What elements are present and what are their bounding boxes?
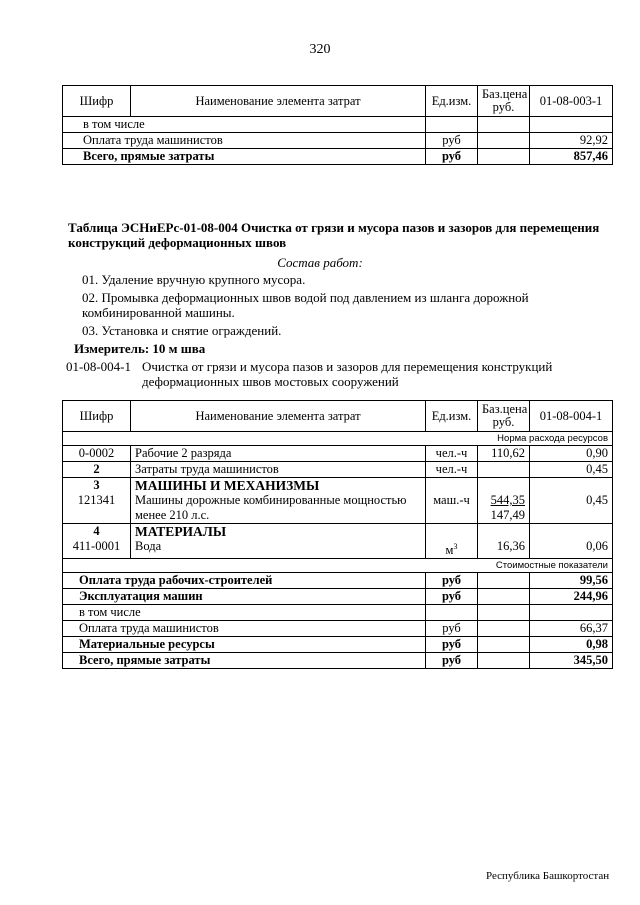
cost-value: 99,56: [530, 573, 613, 589]
cost-price: [478, 653, 530, 669]
work-step: 01. Удаление вручную крупного мусора.: [82, 272, 306, 287]
row-unit: чел.-ч: [426, 462, 478, 478]
cost-label-row: [63, 559, 613, 573]
cost-price: [478, 637, 530, 653]
row-unit: маш.-ч: [433, 493, 470, 507]
header-name: Наименование элемента затрат: [131, 86, 426, 117]
row-price: [478, 117, 530, 133]
cost-unit: руб: [426, 573, 478, 589]
row-price: 110,62: [478, 446, 530, 462]
cost-unit: [426, 605, 478, 621]
cost-price: [478, 621, 530, 637]
footer-region: Республика Башкортостан: [486, 870, 610, 882]
cost-table-2: [62, 400, 613, 669]
header-name: Наименование элемента затрат: [131, 401, 426, 432]
row-code-cell: [63, 478, 131, 524]
cost-table-1: [62, 85, 613, 165]
group-name: МАШИНЫ И МЕХАНИЗМЫ: [135, 478, 320, 493]
row-unit-cell: [426, 478, 478, 524]
row-price: [478, 133, 530, 149]
table-row: [63, 133, 613, 149]
table-row: [63, 524, 613, 559]
row-value: [530, 117, 613, 133]
cost-name: Материальные ресурсы: [63, 637, 426, 653]
cost-value: [530, 605, 613, 621]
row-code-cell: [63, 524, 131, 559]
cost-name: Всего, прямые затраты: [63, 653, 426, 669]
cost-name: Эксплуатация машин: [63, 589, 426, 605]
group-code: 3: [93, 478, 100, 492]
row-value: 92,92: [530, 133, 613, 149]
cost-value: 0,98: [530, 637, 613, 653]
header-code: Шифр: [63, 401, 131, 432]
page-number: 320: [309, 42, 331, 57]
cost-row: [63, 621, 613, 637]
row-name: Рабочие 2 разряда: [131, 446, 426, 462]
row-value: 0,45: [586, 493, 608, 507]
row-unit: руб: [426, 133, 478, 149]
header-base-price: Баз.цена руб.: [478, 401, 530, 432]
row-name-cell: [131, 524, 426, 559]
row-name: Вода: [135, 539, 162, 553]
meter-label: Измеритель: 10 м шва: [74, 341, 206, 356]
row-price: [478, 462, 530, 478]
work-step: 02. Промывка деформационных швов водой под давлением из шланга дорожной комбинированной машины.: [82, 290, 529, 320]
cost-unit: руб: [426, 621, 478, 637]
row-code: 2: [63, 462, 131, 478]
norm-label: Норма расхода ресурсов: [63, 432, 613, 446]
row-price-cell: [478, 478, 530, 524]
row-name: Оплата труда машинистов: [63, 133, 426, 149]
row-name: Всего, прямые затраты: [63, 149, 426, 165]
item-code: 01-08-004-1: [66, 359, 131, 374]
row-name: Машины дорожные комбинированные мощностью менее 210 л.с.: [135, 493, 407, 522]
row-value-cell: [530, 524, 613, 559]
cost-value: 345,50: [530, 653, 613, 669]
unit-superscript: 3: [453, 542, 458, 551]
header-item-code: 01-08-003-1: [530, 86, 613, 117]
group-code: 4: [93, 524, 100, 538]
cost-unit: руб: [426, 589, 478, 605]
row-code: 121341: [77, 493, 116, 507]
cost-label: Стоимостные показатели: [63, 559, 613, 573]
cost-row: [63, 605, 613, 621]
row-name: Затраты труда машинистов: [131, 462, 426, 478]
row-unit: руб: [426, 149, 478, 165]
table-row: [63, 149, 613, 165]
row-name: в том числе: [63, 117, 426, 133]
item-description: Очистка от грязи и мусора пазов и зазоров для перемещения конструкций деформационных швов мостовых сооружений: [142, 359, 553, 389]
cost-price: [478, 589, 530, 605]
row-value: 857,46: [530, 149, 613, 165]
cost-unit: руб: [426, 653, 478, 669]
row-unit: м: [445, 543, 454, 558]
cost-row: [63, 653, 613, 669]
work-step: 03. Установка и снятие ограждений.: [82, 323, 282, 338]
cost-row: [63, 573, 613, 589]
row-value: 0,06: [586, 539, 608, 553]
header-code: Шифр: [63, 86, 131, 117]
row-value: 0,45: [530, 462, 613, 478]
cost-name: в том числе: [63, 605, 426, 621]
header-item-code: 01-08-004-1: [530, 401, 613, 432]
cost-value: 66,37: [530, 621, 613, 637]
table-row: [63, 462, 613, 478]
table-header-row: [63, 401, 613, 432]
row-unit-cell: [426, 524, 478, 559]
table-row: [63, 446, 613, 462]
row-value-cell: [530, 478, 613, 524]
group-name: МАТЕРИАЛЫ: [135, 524, 227, 539]
cost-value: 244,96: [530, 589, 613, 605]
row-unit: чел.-ч: [426, 446, 478, 462]
table-header-row: [63, 86, 613, 117]
norm-label-row: [63, 432, 613, 446]
header-unit: Ед.изм.: [426, 86, 478, 117]
table-row: [63, 478, 613, 524]
table-row: [63, 117, 613, 133]
header-unit: Ед.изм.: [426, 401, 478, 432]
cost-name: Оплата труда машинистов: [63, 621, 426, 637]
section-title: Таблица ЭСНиЕРс-01-08-004 Очистка от грязи и мусора пазов и зазоров для перемещения конструкций деформационных швов: [68, 220, 600, 250]
cost-row: [63, 637, 613, 653]
cost-row: [63, 589, 613, 605]
header-base-price: Баз.цена руб.: [478, 86, 530, 117]
row-price: 16,36: [496, 539, 525, 553]
row-price-2: 147,49: [490, 508, 525, 522]
row-value: 0,90: [530, 446, 613, 462]
cost-unit: руб: [426, 637, 478, 653]
row-code: 411-0001: [72, 539, 121, 553]
cost-name: Оплата труда рабочих-строителей: [63, 573, 426, 589]
cost-price: [478, 605, 530, 621]
row-price: 544,35: [490, 493, 525, 507]
row-code: 0-0002: [63, 446, 131, 462]
row-price-cell: [478, 524, 530, 559]
row-price: [478, 149, 530, 165]
cost-price: [478, 573, 530, 589]
row-unit: [426, 117, 478, 133]
composition-heading: Состав работ:: [277, 255, 363, 270]
row-name-cell: [131, 478, 426, 524]
